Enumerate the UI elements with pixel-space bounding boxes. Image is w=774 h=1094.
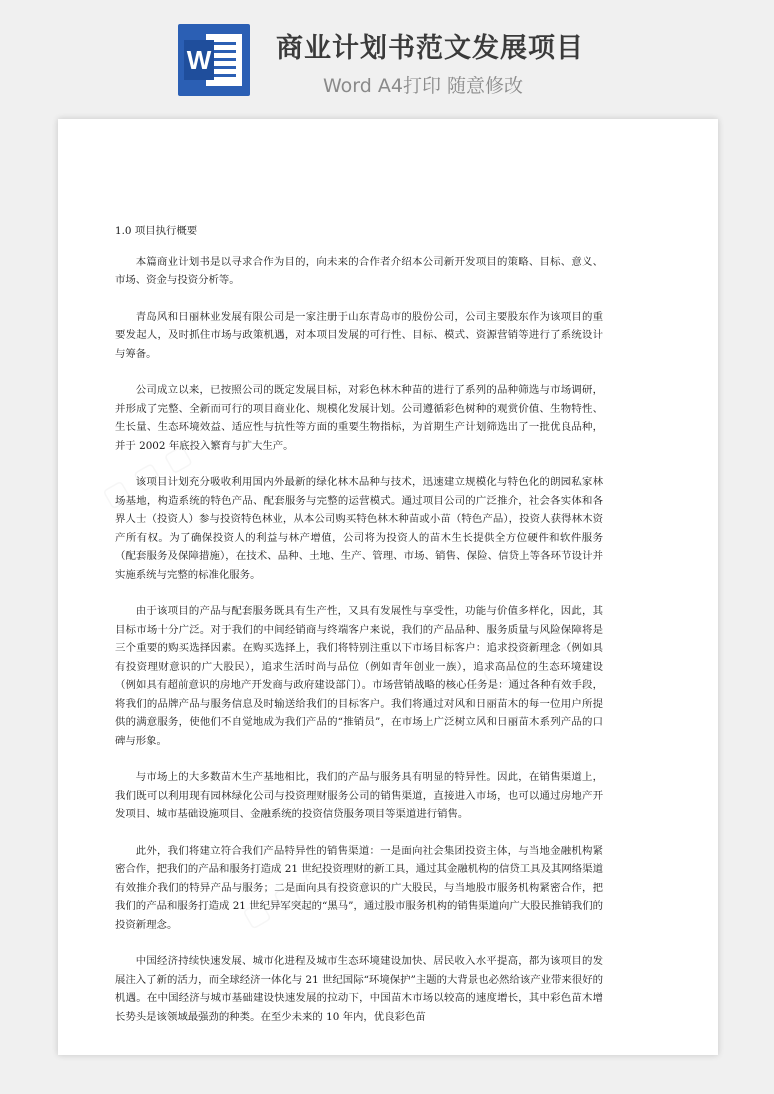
header-banner <box>0 0 774 120</box>
page-title: 商业计划书范文发展项目 <box>276 33 584 64</box>
paragraph-4: 该项目计划充分吸收利用国内外最新的绿化林木品种与技术，迅速建立规模化与特色化的朗园私家林场基地，构造系统的特色产品、配套服务与完整的运营模式。通过项目公司的广泛推介，社会各实体和各界人士（投资人）参与投资特色林业，从本公司购买特色林木种苗或小苗（特色产品），投资人获得林木资产所有权。为了确保投资人的利益与林产增值，公司将为投资人的苗木生长提供全方位硬件和软件服务（配套服务及保障措施），在技术、品种、土地、生产、管理、市场、销售、保险、信贷上等各环节设计并实施系统与完整的标准化服务。 <box>115 476 603 581</box>
paragraph-2: 青岛风和日丽林业发展有限公司是一家注册于山东青岛市的股份公司，公司主要股东作为该项目的重要发起人，及时抓住市场与政策机遇，对本项目发展的可行性、目标、模式、资源营销等进行了系统设计与筹备。 <box>115 310 603 360</box>
word-document-icon <box>178 24 250 96</box>
paragraph-8: 中国经济持续快速发展、城市化进程及城市生态环境建设加快、居民收入水平提高，都为该项目的发展注入了新的活力，而全球经济一体化与 21 世纪国际“环境保护”主题的大背景也必然给该产业带来很好的机遇。在中国经济与城市基础建设快速发展的拉动下，中国苗木市场以较高的速度增长，其中彩色苗木增长势头是该领域最强劲的种类。在至少未来的 10 年内，优良彩色苗 <box>115 955 603 1023</box>
document-body <box>115 222 603 1044</box>
paragraph-7: 此外，我们将建立符合我们产品特异性的销售渠道：一是面向社会集团投资主体，与当地金融机构紧密合作，把我们的产品和服务打造成 21 世纪投资理财的新工具，通过其金融机构的信贷工具及其网络渠道有效推介我们的特异产品与服务；二是面向具有投资意识的广大股民，与当地股市服务机构紧密合作，把我们的产品和服务打造成 21 世纪异军突起的“黑马”，通过股市服务机构的销售渠道向广大股民推销我们的投资新理念。 <box>115 844 603 931</box>
paragraph-6: 与市场上的大多数苗木生产基地相比，我们的产品与服务具有明显的特异性。因此，在销售渠道上，我们既可以利用现有园林绿化公司与投资理财服务公司的销售渠道，直接进入市场，也可以通过房地产开发项目、城市基础设施项目、金融系统的投资信贷服务项目等渠道进行销售。 <box>115 771 603 820</box>
section-heading: 1.0 项目执行概要 <box>115 225 198 237</box>
word-logo-letter: W <box>186 45 212 75</box>
page-subtitle: Word A4打印 随意修改 <box>323 75 524 97</box>
paragraph-3: 公司成立以来，已按照公司的既定发展目标，对彩色林木种苗的进行了系列的品种筛选与市场调研，并形成了完整、全新而可行的项目商业化、规模化发展计划。公司遵循彩色树种的观赏价值、生物特性、生长量、生态环境效益、适应性与抗性等方面的重要生物指标，为首期生产计划筛选出了一批优良品种，并于 2002 年底投入繁育与扩大生产。 <box>115 384 603 452</box>
paragraph-5: 由于该项目的产品与配套服务既具有生产性，又具有发展性与享受性，功能与价值多样化，因此，其目标市场十分广泛。对于我们的中间经销商与终端客户来说，我们的产品品种、服务质量与风险保障将是三个重要的购买选择因素。在购买选择上，我们将特别注重以下市场目标客户：追求投资新理念（例如具有投资理财意识的广大股民），追求生活时尚与品位（例如青年创业一族），追求高品位的生态环境建设（例如具有超前意识的房地产开发商与政府建设部门）。市场营销战略的核心任务是：通过各种有效手段，将我们的品牌产品与服务信息及时输送给我们的目标客户。我们将通过对风和日丽苗木的每一位用户所提供的满意服务，使他们不自觉地成为我们产品的“推销员”，在市场上广泛树立风和日丽苗木系列产品的口碑与形象。 <box>115 605 603 747</box>
paragraph-1: 本篇商业计划书是以寻求合作为目的，向未来的合作者介绍本公司新开发项目的策略、目标、意义、市场、资金与投资分析等。 <box>115 255 603 286</box>
